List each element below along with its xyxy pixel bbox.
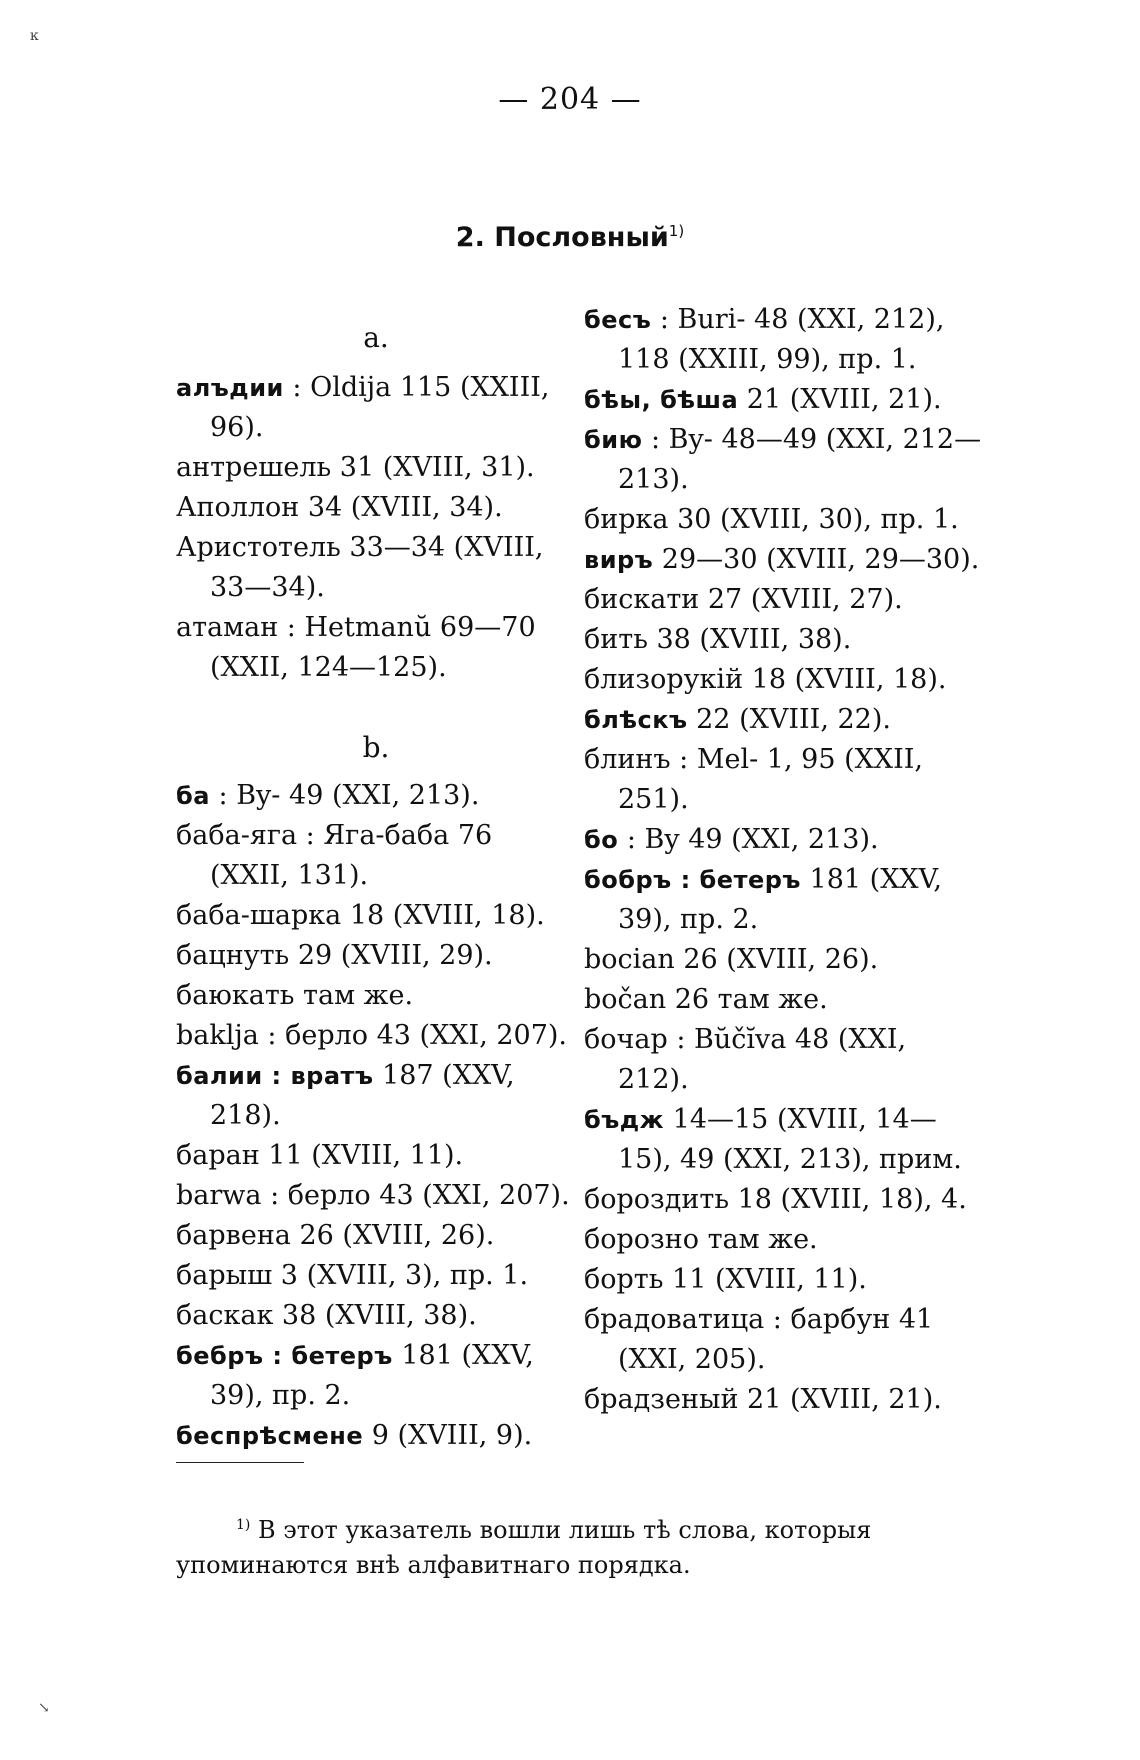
- index-entry: [584, 820, 984, 860]
- entry-text: атаман : Hetmanŭ 69—70 (XXII, 124—125).: [176, 612, 536, 683]
- right-column: [584, 300, 984, 1420]
- entry-text: : By 49 (XXI, 213).: [618, 824, 879, 855]
- footnote: [176, 1508, 976, 1583]
- entry-text: борозно там же.: [584, 1224, 818, 1255]
- index-entry: [176, 488, 576, 528]
- entry-text: бочар : Bŭčĭva 48 (XXI, 212).: [584, 1024, 907, 1095]
- entry-headword: алъдии: [176, 374, 284, 402]
- entry-text: баран 11 (XVIII, 11).: [176, 1140, 464, 1171]
- index-entry: [176, 1416, 576, 1456]
- index-entry: [176, 1216, 576, 1256]
- section-title-text: 2. Пословный: [455, 222, 669, 253]
- entry-text: бацнуть 29 (XVIII, 29).: [176, 940, 493, 971]
- entry-text: блинъ : Mel- 1, 95 (XXII, 251).: [584, 744, 923, 815]
- left-column: [176, 318, 576, 1456]
- entry-text: 21 (XVIII, 21).: [738, 384, 942, 415]
- index-entry: [584, 300, 984, 380]
- index-entry: [176, 1256, 576, 1296]
- index-entry: [584, 980, 984, 1020]
- index-entry: [176, 1336, 576, 1416]
- index-entry: [176, 368, 576, 448]
- index-entry: [176, 1176, 576, 1216]
- index-entry: [584, 1020, 984, 1100]
- index-entry: [584, 740, 984, 820]
- index-entry: [176, 1296, 576, 1336]
- section-title: [0, 222, 1140, 253]
- entry-headword: бъдж: [584, 1106, 665, 1134]
- entry-headword: бию: [584, 426, 643, 454]
- entry-text: : By- 48—49 (XXI, 212—213).: [618, 424, 982, 495]
- index-entry: [584, 1380, 984, 1420]
- index-entry: [584, 380, 984, 420]
- index-entry: [584, 620, 984, 660]
- index-entry: [584, 1100, 984, 1180]
- index-entry: [176, 1136, 576, 1176]
- index-entry: [584, 500, 984, 540]
- index-entry: [584, 580, 984, 620]
- scan-mark: ↘: [38, 1700, 50, 1716]
- entry-headword: бо: [584, 826, 619, 854]
- index-entry: [176, 896, 576, 936]
- entry-text: бороздить 18 (XVIII, 18), 4.: [584, 1184, 967, 1215]
- entry-text: барвена 26 (XVIII, 26).: [176, 1220, 495, 1251]
- index-entry: [176, 776, 576, 816]
- index-entry: [176, 1016, 576, 1056]
- index-entry: [584, 940, 984, 980]
- index-entry: [584, 420, 984, 500]
- entry-text: : Buri- 48 (XXI, 212), 118 (XXIII, 99), пр. 1.: [618, 304, 945, 375]
- index-entry: [584, 1180, 984, 1220]
- index-entry: [176, 528, 576, 608]
- entry-headword: беспрѣсмене: [176, 1422, 364, 1450]
- entry-text: 22 (XVIII, 22).: [687, 704, 891, 735]
- entry-text: 9 (XVIII, 9).: [363, 1420, 533, 1451]
- entry-text: 14—15 (XVIII, 14—15), 49 (XXI, 213), прим.: [618, 1104, 962, 1175]
- index-entry: [176, 448, 576, 488]
- footnote-divider: [176, 1462, 304, 1463]
- entry-text: бить 38 (XVIII, 38).: [584, 624, 852, 655]
- letter-heading-b: b.: [362, 731, 390, 764]
- index-entry: [176, 976, 576, 1016]
- entry-text: : By- 49 (XXI, 213).: [209, 780, 480, 811]
- entry-text: баба-шарка 18 (XVIII, 18).: [176, 900, 545, 931]
- index-entry: [176, 608, 576, 688]
- entry-headword: блѣскъ: [584, 706, 688, 734]
- entry-text: : Oldija 115 (XXIII, 96).: [210, 372, 550, 443]
- entry-text: 29—30 (XVIII, 29—30).: [653, 544, 980, 575]
- entry-text: бирка 30 (XVIII, 30), пр. 1.: [584, 504, 959, 535]
- entry-text: баба-яга : Яга-баба 76 (XXII, 131).: [176, 820, 493, 891]
- entry-text: 181 (XXV, 39), пр. 2.: [210, 1340, 534, 1411]
- entry-text: barwa : берло 43 (XXI, 207).: [176, 1180, 570, 1211]
- footnote-marker: 1): [236, 1517, 251, 1533]
- index-entry: [584, 660, 984, 700]
- index-entry: [176, 1056, 576, 1136]
- entry-text: bocian 26 (XVIII, 26).: [584, 944, 879, 975]
- index-entry: [584, 540, 984, 580]
- letter-heading-a: a.: [363, 321, 389, 354]
- entry-headword: балии : вратъ: [176, 1062, 374, 1090]
- entry-text: bočan 26 там же.: [584, 984, 828, 1015]
- entry-text: брадоватица : барбун 41 (XXI, 205).: [584, 1304, 934, 1375]
- entry-text: борть 11 (XVIII, 11).: [584, 1264, 867, 1295]
- entry-text: бискати 27 (XVIII, 27).: [584, 584, 903, 615]
- entry-headword: бѣы, бѣша: [584, 386, 739, 414]
- entry-headword: бобръ : бетеръ: [584, 866, 801, 894]
- entry-text: 187 (XXV, 218).: [210, 1060, 515, 1131]
- entry-headword: ба: [176, 782, 210, 810]
- index-entry: [584, 1260, 984, 1300]
- page-number: — 204 —: [498, 82, 642, 117]
- footnote-reference: 1): [668, 222, 685, 240]
- entry-text: барыш 3 (XVIII, 3), пр. 1.: [176, 1260, 529, 1291]
- index-entry: [176, 936, 576, 976]
- index-entry: [176, 816, 576, 896]
- index-entry: [584, 1300, 984, 1380]
- index-entry: [584, 1220, 984, 1260]
- entry-text: брадзеный 21 (XVIII, 21).: [584, 1384, 942, 1415]
- entry-headword: бебръ : бетеръ: [176, 1342, 393, 1370]
- entry-text: антрешель 31 (XVIII, 31).: [176, 452, 535, 483]
- entry-text: баскак 38 (XVIII, 38).: [176, 1300, 477, 1331]
- scan-speck: ĸ: [30, 28, 39, 44]
- entry-text: 181 (XXV, 39), пр. 2.: [618, 864, 943, 935]
- entry-headword: виръ: [584, 546, 654, 574]
- entry-text: Аполлон 34 (XVIII, 34).: [176, 492, 503, 523]
- footnote-text: В этот указатель вошли лишь тѣ слова, которыя упоминаются внѣ алфавитнаго порядка.: [176, 1516, 872, 1579]
- entry-text: Аристотель 33—34 (XVIII, 33—34).: [176, 532, 544, 603]
- index-entry: [584, 700, 984, 740]
- entry-text: baklja : берло 43 (XXI, 207).: [176, 1020, 568, 1051]
- entry-text: баюкать там же.: [176, 980, 414, 1011]
- entry-text: близорукій 18 (XVIII, 18).: [584, 664, 947, 695]
- entry-headword: бесъ: [584, 306, 652, 334]
- index-entry: [584, 860, 984, 940]
